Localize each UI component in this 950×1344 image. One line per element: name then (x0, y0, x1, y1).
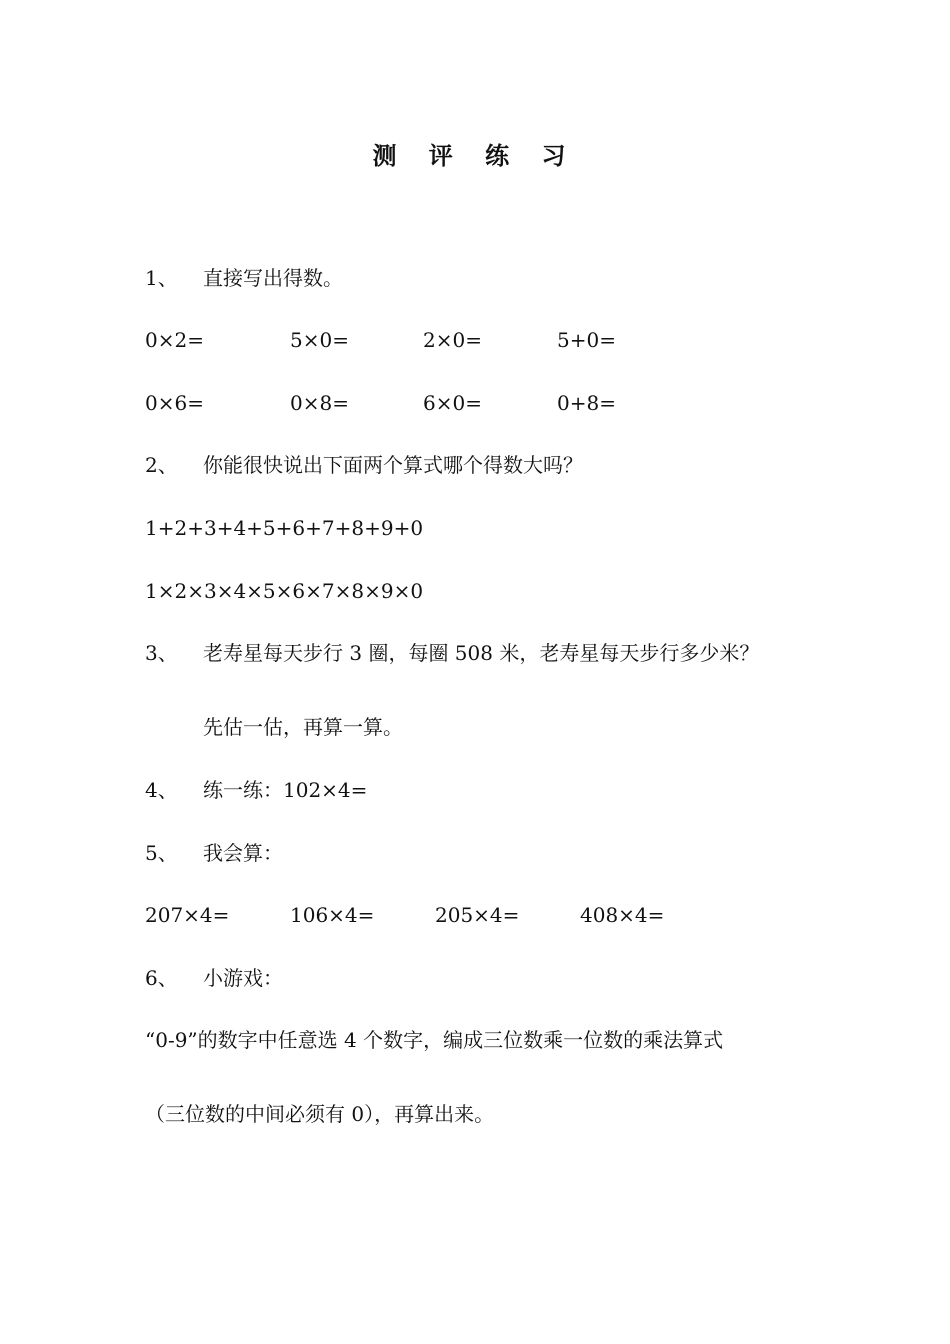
question-1 (145, 264, 343, 292)
question-number: 3、 (145, 641, 178, 665)
q1-expr: 2×0= (423, 328, 482, 352)
q2-product-expression: 1×2×3×4×5×6×7×8×9×0 (145, 579, 424, 603)
q1-expr: 5×0= (290, 328, 349, 352)
question-text: 直接写出得数。 (203, 266, 343, 290)
question-text: 老寿星每天步行 3 圈，每圈 508 米，老寿星每天步行多少米？ (203, 641, 760, 665)
question-6-description: “0-9”的数字中任意选 4 个数字，编成三位数乘一位数的乘法算式 (145, 1028, 724, 1052)
question-number: 5、 (145, 841, 178, 865)
q2-sum-expression: 1+2+3+4+5+6+7+8+9+0 (145, 516, 424, 540)
q1-expr: 5+0= (557, 328, 616, 352)
q1-expr: 6×0= (423, 391, 482, 415)
q1-expr: 0×8= (290, 391, 349, 415)
q1-expr: 0×6= (145, 391, 204, 415)
question-number: 6、 (145, 966, 178, 990)
question-3 (145, 639, 759, 667)
q1-expr: 0×2= (145, 328, 204, 352)
q5-expr: 207×4= (145, 903, 230, 927)
q5-expr: 106×4= (290, 903, 375, 927)
question-6-requirement: （三位数的中间必须有 0），再算出来。 (145, 1102, 495, 1126)
question-4 (145, 776, 367, 804)
question-2 (145, 451, 583, 479)
question-5 (145, 839, 283, 867)
question-text: 我会算： (203, 841, 283, 865)
question-6 (145, 964, 283, 992)
question-text: 练一练：102×4= (203, 778, 368, 802)
question-number: 4、 (145, 778, 178, 802)
page-title: 测 评 练 习 (372, 142, 578, 170)
q1-expr: 0+8= (557, 391, 616, 415)
q5-expr: 205×4= (435, 903, 520, 927)
question-number: 1、 (145, 266, 178, 290)
question-3-instruction: 先估一估，再算一算。 (203, 715, 403, 739)
q5-expr: 408×4= (580, 903, 665, 927)
question-text: 小游戏： (203, 966, 283, 990)
question-text: 你能很快说出下面两个算式哪个得数大吗？ (203, 453, 583, 477)
question-number: 2、 (145, 453, 178, 477)
